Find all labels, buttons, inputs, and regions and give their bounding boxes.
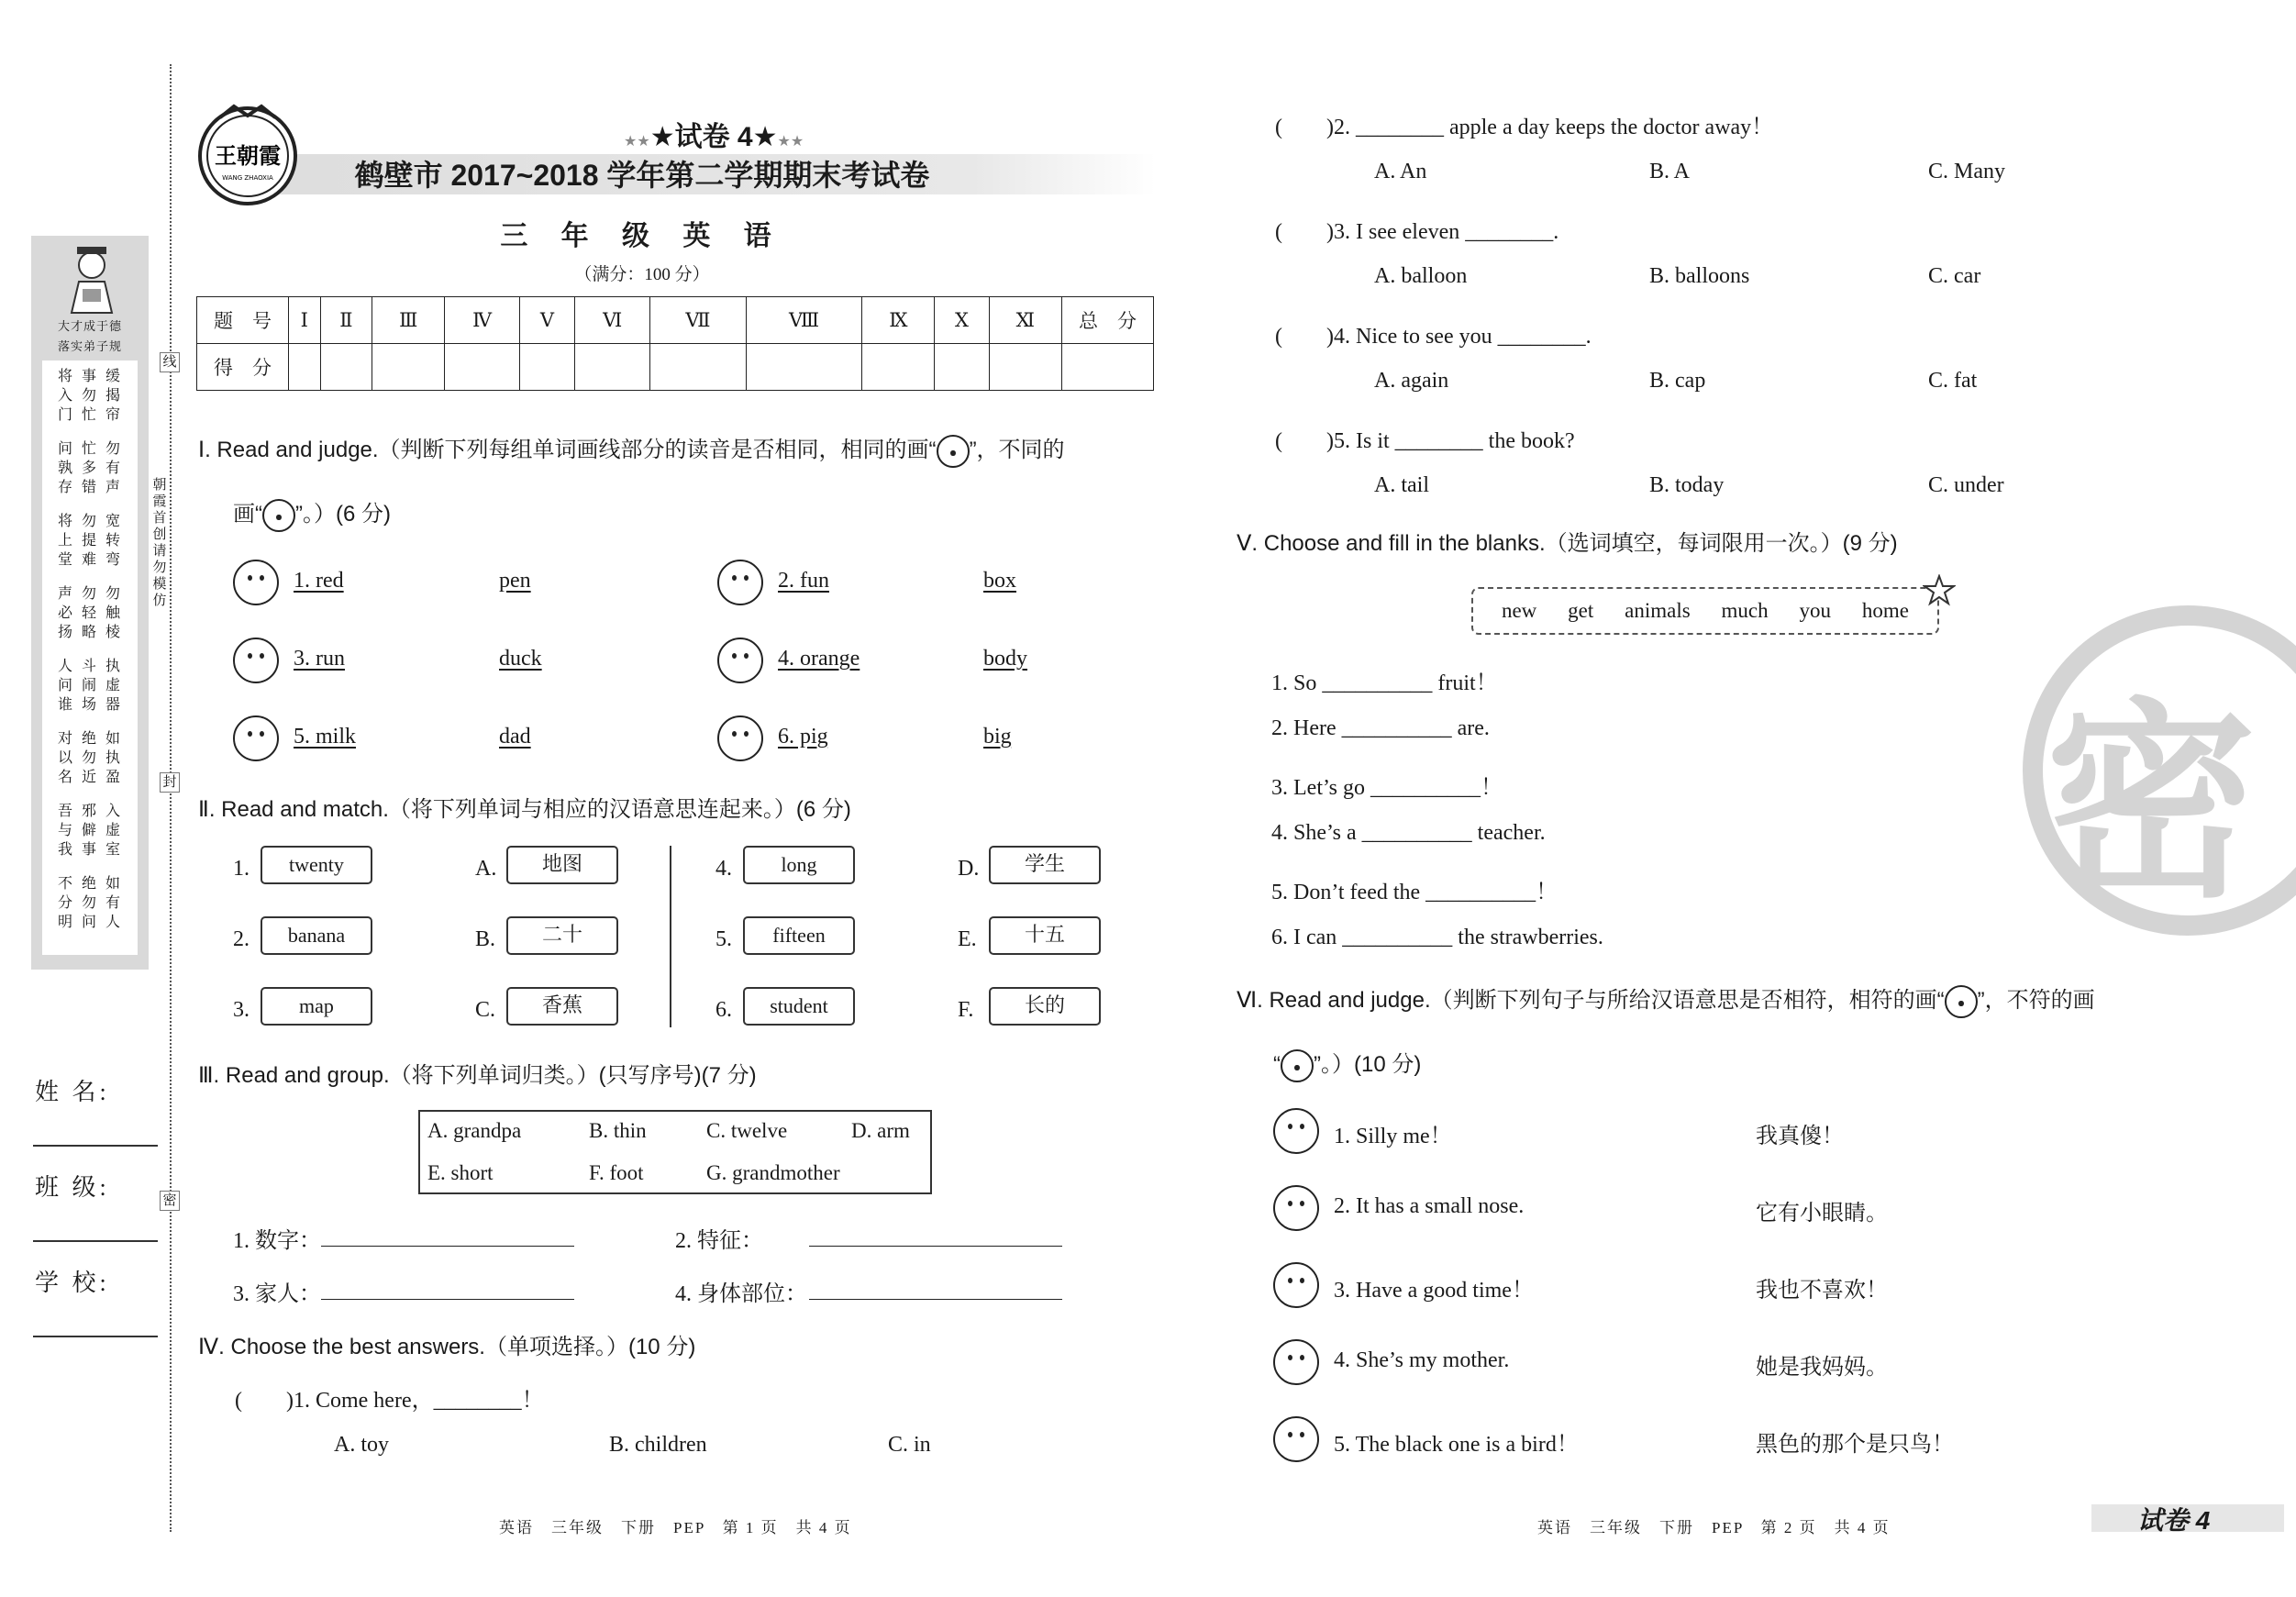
judge-sentence: 5. The black one is a bird！ <box>1334 1433 1579 1457</box>
answer-line[interactable] <box>809 1299 1062 1300</box>
match-meaning-box[interactable]: 长的 <box>989 987 1101 1026</box>
cut-line <box>170 64 172 1532</box>
section4-title: Ⅳ. Choose the best answers.（单项选择。）(10 分) <box>198 1335 696 1359</box>
verse-char: 问 <box>57 441 72 457</box>
cut-label-seal: 封 <box>160 772 180 793</box>
verse-char: 器 <box>105 697 120 713</box>
verse-char: 勿 <box>105 586 120 602</box>
section5-title: Ⅴ. Choose and fill in the blanks.（选词填空，每词限用一次。）(9 分) <box>1237 531 1898 556</box>
match-meaning-box[interactable]: 地图 <box>506 846 618 884</box>
judge-word: pen <box>499 569 531 593</box>
scholar-icon <box>55 241 128 315</box>
score-header-cell: Ⅹ <box>935 297 989 344</box>
section3-title: Ⅲ. Read and group.（将下列单词归类。）(只写序号)(7 分) <box>198 1063 757 1088</box>
verse-char: 场 <box>81 697 96 713</box>
verse-char: 提 <box>81 533 96 549</box>
choice-q5-a: A. tail <box>1374 473 1429 497</box>
verse-char: 帘 <box>105 407 120 423</box>
cut-label-secret: 密 <box>160 1191 180 1211</box>
verse-char: 以 <box>57 750 72 766</box>
fill-blank-item: 1. So __________ fruit！ <box>1271 671 1498 695</box>
choice-q4-a: A. again <box>1374 369 1449 393</box>
score-input-cell[interactable] <box>445 344 520 391</box>
verse-char: 缓 <box>105 369 120 384</box>
verse-char: 人 <box>57 659 72 674</box>
answer-line[interactable] <box>321 1246 574 1247</box>
match-num: 3. <box>233 998 250 1022</box>
choice-q2-a: A. An <box>1374 160 1427 183</box>
judge-sentence: 3. Have a good time！ <box>1334 1279 1534 1303</box>
judge-word: 4. orange <box>778 647 860 671</box>
judge-word: duck <box>499 647 542 671</box>
verse-char: 不 <box>57 876 72 892</box>
fill-blank-item: 2. Here __________ are. <box>1271 716 1490 740</box>
verse-char: 僻 <box>81 823 96 838</box>
verse-char: 近 <box>81 770 96 785</box>
answer-line[interactable] <box>321 1299 574 1300</box>
verse-char: 勿 <box>81 514 96 529</box>
verse-char: 问 <box>57 678 72 693</box>
score-header-cell: Ⅱ <box>320 297 372 344</box>
match-divider <box>670 846 671 1027</box>
verse-char: 略 <box>81 625 96 640</box>
verse-char: 对 <box>57 731 72 747</box>
verse-char: 闹 <box>81 678 96 693</box>
score-input-cell[interactable] <box>989 344 1061 391</box>
score-header-cell: Ⅵ <box>575 297 650 344</box>
verse-char: 将 <box>57 514 72 529</box>
choice-q5-b: B. today <box>1649 473 1725 497</box>
match-letter: C. <box>475 998 496 1022</box>
verse-char: 虚 <box>105 823 120 838</box>
choice-q1-c: C. in <box>888 1433 931 1457</box>
fill-blank-item: 6. I can __________ the strawberries. <box>1271 926 1603 949</box>
group-word: E. short <box>427 1161 494 1184</box>
judge-face-icon[interactable] <box>1273 1262 1319 1308</box>
match-num: 4. <box>715 857 732 881</box>
judge-face-icon[interactable] <box>233 638 279 683</box>
school-field[interactable] <box>33 1336 158 1337</box>
judge-face-icon[interactable] <box>717 560 763 605</box>
brand-logo-text: 王朝霞 <box>215 142 281 169</box>
name-field[interactable] <box>33 1145 158 1147</box>
group-word-box <box>418 1110 932 1194</box>
verse-char: 揭 <box>105 388 120 404</box>
exam-title: 鹤壁市 2017~2018 学年第二学期期末考试卷 <box>354 159 930 192</box>
choice-q5: ( )5. Is it ________ the book? <box>1275 429 1575 453</box>
choice-q3: ( )3. I see eleven ________. <box>1275 220 1559 244</box>
judge-sentence: 2. It has a small nose. <box>1334 1194 1525 1218</box>
verse-char: 声 <box>57 586 72 602</box>
judge-face-icon[interactable] <box>717 638 763 683</box>
group-word: C. twelve <box>706 1119 788 1142</box>
verse-char: 我 <box>57 842 72 858</box>
judge-face-icon[interactable] <box>1273 1416 1319 1462</box>
group-word: B. thin <box>589 1119 647 1142</box>
paper-number: ★★★试卷 4★★★ <box>624 122 804 152</box>
verse-char: 与 <box>57 823 72 838</box>
section1-title-2: 画“ ”。）(6 分) <box>233 495 391 532</box>
group-word: G. grandmother <box>706 1161 840 1184</box>
verse-char: 执 <box>105 659 120 674</box>
verse-char: 入 <box>57 388 72 404</box>
verse-char: 入 <box>105 804 120 819</box>
match-num: 6. <box>715 998 732 1022</box>
verse-char: 忙 <box>81 407 96 423</box>
verse-char: 勿 <box>81 750 96 766</box>
score-input-cell[interactable] <box>320 344 372 391</box>
judge-face-icon[interactable] <box>1273 1185 1319 1231</box>
choice-q1-b: B. children <box>609 1433 707 1457</box>
score-input-cell[interactable] <box>746 344 862 391</box>
judge-chinese: 她是我妈妈。 <box>1756 1354 1888 1380</box>
verse-char: 明 <box>57 915 72 930</box>
match-word-box[interactable]: banana <box>261 916 372 955</box>
verse-char: 勿 <box>81 586 96 602</box>
match-letter: B. <box>475 927 496 951</box>
section6-title-2: “ ”。）(10 分) <box>1273 1046 1421 1082</box>
verse-char: 事 <box>81 842 96 858</box>
fill-word: much <box>1721 599 1769 622</box>
judge-word: body <box>983 647 1027 671</box>
verse-char: 绝 <box>81 876 96 892</box>
score-table <box>196 296 1154 391</box>
verse-gap <box>53 497 125 512</box>
match-num: 1. <box>233 857 250 881</box>
verse-char: 转 <box>105 533 120 549</box>
verse-char: 邪 <box>81 804 96 819</box>
judge-face-icon[interactable] <box>1273 1339 1319 1385</box>
score-header-cell: Ⅺ <box>989 297 1061 344</box>
smile-icon <box>1945 985 1978 1018</box>
judge-word: big <box>983 725 1012 749</box>
verse-char: 名 <box>57 770 72 785</box>
choice-q5-c: C. under <box>1928 473 2004 497</box>
verse-char: 必 <box>57 605 72 621</box>
verse-char: 勿 <box>81 388 96 404</box>
group-cat-features: 2. 特征： <box>675 1229 763 1253</box>
verse-char: 触 <box>105 605 120 621</box>
verse-char: 斗 <box>81 659 96 674</box>
judge-chinese: 我真傻！ <box>1756 1123 1844 1148</box>
match-num: 5. <box>715 927 732 951</box>
verse-char: 虚 <box>105 678 120 693</box>
verse-char: 问 <box>81 915 96 930</box>
match-meaning-box[interactable]: 十五 <box>989 916 1101 955</box>
group-word: D. arm <box>851 1119 910 1142</box>
score-input-cell[interactable] <box>519 344 574 391</box>
score-header-cell: Ⅲ <box>372 297 445 344</box>
fill-word-box <box>1471 587 1939 635</box>
verse-char: 吾 <box>57 804 72 819</box>
match-letter: A. <box>475 857 497 881</box>
verse-char: 门 <box>57 407 72 423</box>
class-label: 班 级: <box>35 1174 110 1201</box>
choice-q2-b: B. A <box>1649 160 1691 183</box>
verse-gap <box>53 425 125 439</box>
full-mark: （满分：100 分） <box>574 265 710 284</box>
score-header-cell: 题 号 <box>197 297 289 344</box>
score-header-cell: Ⅳ <box>445 297 520 344</box>
verse-char: 执 <box>105 750 120 766</box>
choice-q3-a: A. balloon <box>1374 264 1468 288</box>
match-num: 2. <box>233 927 250 951</box>
verse-char: 将 <box>57 369 72 384</box>
match-word-box[interactable]: student <box>743 987 855 1026</box>
verse-char: 忙 <box>81 441 96 457</box>
choice-q1-a: A. toy <box>334 1433 389 1457</box>
verse-char: 事 <box>81 369 96 384</box>
footer-right: 英语 三年级 下册 PEP 第 2 页 共 4 页 <box>1537 1519 1891 1536</box>
match-meaning-box[interactable]: 二十 <box>506 916 618 955</box>
footer-left: 英语 三年级 下册 PEP 第 1 页 共 4 页 <box>499 1519 852 1536</box>
score-header-cell: Ⅶ <box>650 297 746 344</box>
smile-icon <box>937 435 970 468</box>
secret-stamp-char: 密 <box>2046 682 2257 926</box>
verse-char: 扬 <box>57 625 72 640</box>
verse-char: 错 <box>81 480 96 495</box>
fill-blank-item: 4. She’s a __________ teacher. <box>1271 821 1546 845</box>
verse-gap <box>53 570 125 584</box>
frown-icon <box>262 499 295 532</box>
answer-line[interactable] <box>809 1246 1062 1247</box>
school-label: 学 校: <box>35 1270 110 1296</box>
verse-char: 多 <box>81 460 96 476</box>
verse-char: 弯 <box>105 552 120 568</box>
verse-char: 如 <box>105 876 120 892</box>
verse-char: 室 <box>105 842 120 858</box>
verse-char: 棱 <box>105 625 120 640</box>
verse-char: 堂 <box>57 552 72 568</box>
fill-blank-item: 5. Don’t feed the __________！ <box>1271 881 1558 904</box>
score-input-cell[interactable] <box>650 344 746 391</box>
verse-char: 宽 <box>105 514 120 529</box>
verse-char: 如 <box>105 731 120 747</box>
score-input-cell[interactable] <box>289 344 321 391</box>
match-word-box[interactable]: fifteen <box>743 916 855 955</box>
verse-char: 上 <box>57 533 72 549</box>
score-header-cell: Ⅸ <box>862 297 935 344</box>
verse-char: 有 <box>105 895 120 911</box>
choice-q4-b: B. cap <box>1649 369 1706 393</box>
verse-char: 绝 <box>81 731 96 747</box>
judge-face-icon[interactable] <box>1273 1108 1319 1154</box>
verse-char: 有 <box>105 460 120 476</box>
verse-char: 勿 <box>81 895 96 911</box>
match-word-box[interactable]: map <box>261 987 372 1026</box>
score-label-cell: 得 分 <box>197 344 289 391</box>
match-letter: D. <box>958 857 980 881</box>
score-header-cell: Ⅴ <box>519 297 574 344</box>
match-letter: E. <box>958 927 977 951</box>
choice-q4-c: C. fat <box>1928 369 1978 393</box>
verse-char: 轻 <box>81 605 96 621</box>
sidebar-motto: 大才成于德 落实弟子规 <box>57 319 122 353</box>
score-input-cell[interactable] <box>1062 344 1154 391</box>
copyright-note: 朝霞首创 请勿模仿 <box>152 478 167 608</box>
choice-q2-c: C. Many <box>1928 160 2005 183</box>
choice-q4: ( )4. Nice to see you ________. <box>1275 325 1592 349</box>
group-cat-body: 4. 身体部位： <box>675 1282 807 1306</box>
verse-char: 声 <box>105 480 120 495</box>
judge-word: box <box>983 569 1016 593</box>
group-cat-family: 3. 家人： <box>233 1282 321 1306</box>
frown-icon <box>1281 1049 1314 1082</box>
verse-char: 分 <box>57 895 72 911</box>
judge-chinese: 它有小眼睛。 <box>1756 1200 1888 1225</box>
verse-char: 人 <box>105 915 120 930</box>
class-field[interactable] <box>33 1240 158 1242</box>
exam-subject: 三 年 级 英 语 <box>500 221 784 251</box>
judge-word: 2. fun <box>778 569 829 593</box>
section1-title: Ⅰ. Read and judge.（判断下列每组单词画线部分的读音是否相同，相同的画“ ”，不同的 <box>198 431 1065 468</box>
judge-face-icon[interactable] <box>233 560 279 605</box>
match-word-box[interactable]: long <box>743 846 855 884</box>
fill-word: you <box>1799 599 1832 622</box>
verse-gap <box>53 787 125 802</box>
group-word: A. grandpa <box>427 1119 522 1142</box>
name-label: 姓 名: <box>35 1079 110 1105</box>
match-letter: F. <box>958 998 974 1022</box>
judge-face-icon[interactable] <box>717 715 763 761</box>
judge-sentence: 1. Silly me！ <box>1334 1125 1452 1148</box>
group-word: F. foot <box>589 1161 644 1184</box>
section6-title: Ⅵ. Read and judge.（判断下列句子与所给汉语意思是否相符，相符的画“ ”，不符的画 <box>1237 981 2095 1018</box>
score-input-cell[interactable] <box>575 344 650 391</box>
fill-word: new <box>1501 599 1537 622</box>
star-icon <box>1923 574 1956 607</box>
verse-char: 孰 <box>57 460 72 476</box>
score-input-cell[interactable] <box>372 344 445 391</box>
verse-char: 勿 <box>105 441 120 457</box>
judge-word: 1. red <box>294 569 344 593</box>
fill-word: get <box>1568 599 1594 622</box>
score-input-cell[interactable] <box>935 344 989 391</box>
judge-chinese: 我也不喜欢！ <box>1756 1277 1888 1303</box>
group-cat-numbers: 1. 数字： <box>233 1229 321 1253</box>
verse-gap <box>53 642 125 657</box>
judge-word: 5. milk <box>294 725 357 749</box>
fill-blank-item: 3. Let’s go __________！ <box>1271 776 1503 800</box>
fill-word: animals <box>1625 599 1691 622</box>
choice-q2: ( )2. ________ apple a day keeps the doctor away！ <box>1275 116 1774 139</box>
choice-q3-c: C. car <box>1928 264 1981 288</box>
paper-tag: 试卷 4 <box>2137 1506 2211 1535</box>
score-header-cell: Ⅷ <box>746 297 862 344</box>
judge-face-icon[interactable] <box>233 715 279 761</box>
judge-word: 3. run <box>294 647 345 671</box>
verse-char: 难 <box>81 552 96 568</box>
fill-word: home <box>1861 599 1910 622</box>
brand-logo-en: WANG ZHAOXIA <box>222 174 273 182</box>
sidebar-verses <box>53 367 125 932</box>
match-word-box[interactable]: twenty <box>261 846 372 884</box>
score-header-cell: Ⅰ <box>289 297 321 344</box>
choice-q3-b: B. balloons <box>1649 264 1750 288</box>
verse-gap <box>53 715 125 729</box>
cut-label-line: 线 <box>160 352 180 372</box>
judge-sentence: 4. She’s my mother. <box>1334 1348 1510 1372</box>
choice-q1: ( )1. Come here，________！ <box>235 1389 544 1413</box>
section2-title: Ⅱ. Read and match.（将下列单词与相应的汉语意思连起来。）(6 分) <box>198 797 851 822</box>
score-input-cell[interactable] <box>862 344 935 391</box>
judge-word: 6. pig <box>778 725 828 749</box>
verse-char: 盈 <box>105 770 120 785</box>
verse-gap <box>53 859 125 874</box>
match-meaning-box[interactable]: 学生 <box>989 846 1101 884</box>
match-meaning-box[interactable]: 香蕉 <box>506 987 618 1026</box>
verse-char: 谁 <box>57 697 72 713</box>
judge-chinese: 黑色的那个是只鸟！ <box>1756 1431 1954 1457</box>
score-header-cell: 总 分 <box>1062 297 1154 344</box>
verse-char: 存 <box>57 480 72 495</box>
judge-word: dad <box>499 725 531 749</box>
